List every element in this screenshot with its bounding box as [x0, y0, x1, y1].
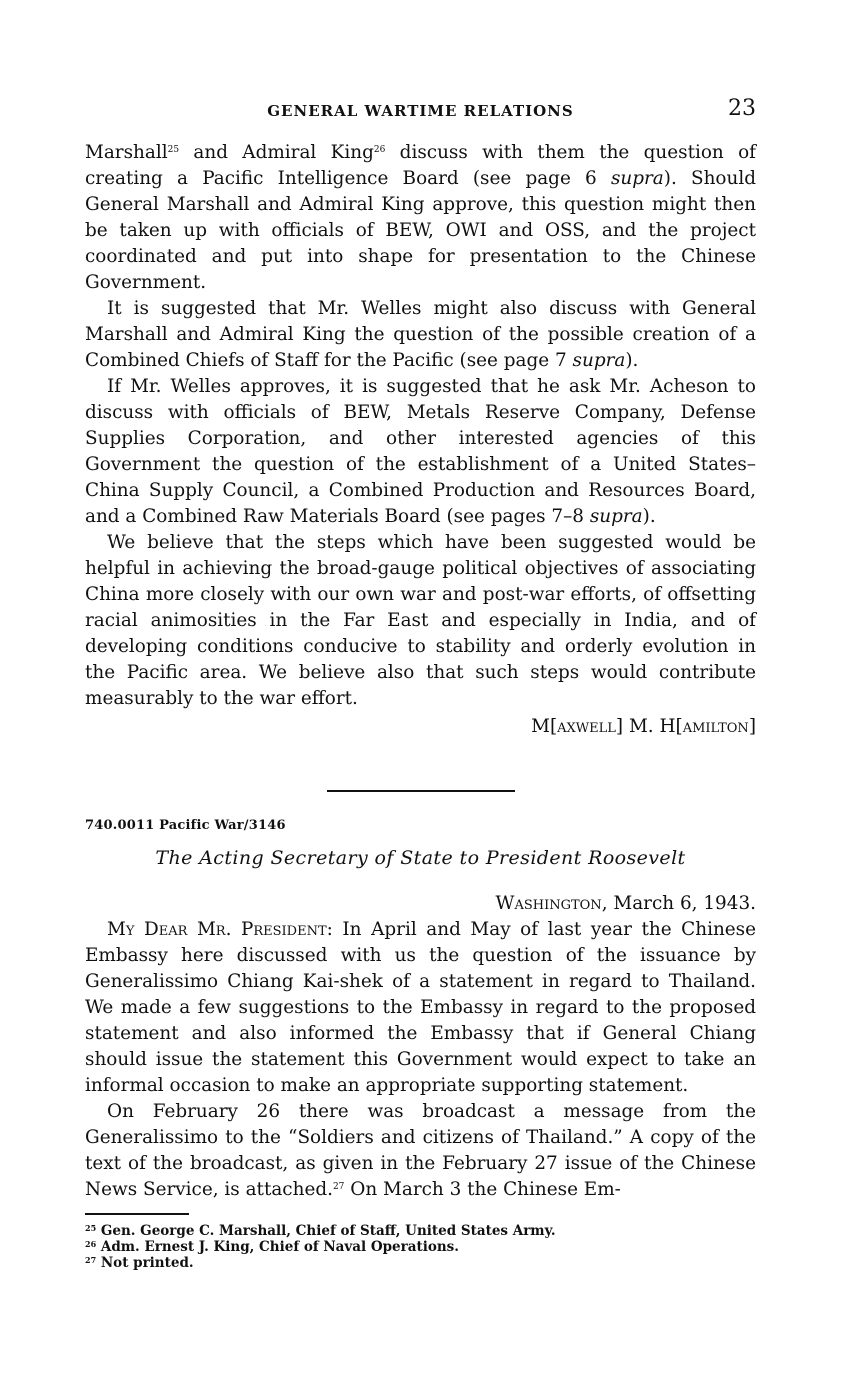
- salutation: My Dear Mr. President: [107, 919, 327, 940]
- footnotes: [85, 1223, 756, 1271]
- signature: M[axwell] M. H[amilton]: [531, 716, 756, 737]
- footnote-divider: [85, 1213, 189, 1215]
- footnote-ref: 27: [332, 1182, 345, 1192]
- footnote-ref: 25: [167, 145, 180, 155]
- footnote: $^{25}$ Gen. George C. Marshall, Chief of Staff, United States Army.: [85, 1223, 556, 1239]
- running-title: GENERAL WARTIME RELATIONS: [267, 102, 574, 120]
- footnote: $^{26}$ Adm. Ernest J. King, Chief of Naval Operations.: [85, 1239, 459, 1255]
- file-number: 740.0011 Pacific War/3146: [85, 818, 286, 833]
- document-title: The Acting Secretary of State to President Roosevelt: [155, 847, 686, 869]
- paragraph-continued: Marshall$^{25}$ and Admiral King$^{26}$ discuss with them the question of creating a Pacific Intelligence Board (see page 6 supra). Should General Marshall and Admiral King approve, this question might then be taken up with officials of BEW, OWI and OSS, and the project coordinated and put into shape for presentation to the Chinese Government.: [85, 142, 756, 293]
- running-head: [85, 96, 756, 126]
- book-page: [85, 96, 756, 1271]
- letter-paragraph: On February 26 there was broadcast a message from the Generalissimo to the “Soldiers and citizens of Thailand.” A copy of the text of the broadcast, as given in the February 27 issue of the Chinese News Service, is attached.$^{27}$ On March 3 the Chinese Em-: [85, 1101, 756, 1200]
- page-number: 23: [728, 96, 756, 121]
- paragraph: It is suggested that Mr. Welles might also discuss with General Marshall and Admiral King the question of the possible creation of a Combined Chiefs of Staff for the Pacific (see page 7 supra).: [85, 298, 756, 371]
- section-divider: [327, 790, 515, 792]
- paragraph: We believe that the steps which have been suggested would be helpful in achieving the broad-gauge political objectives of associating China more closely with our own war and post-war efforts, of offsetting racial animosities in the Far East and especially in India, and of developing conditions conducive to stability and orderly evolution in the Pacific area. We believe also that such steps would contribute measurably to the war effort.: [85, 532, 756, 709]
- footnote-ref: 26: [373, 145, 386, 155]
- footnote: $^{27}$ Not printed.: [85, 1255, 194, 1271]
- letter-paragraph: My Dear Mr. President: In April and May of last year the Chinese Embassy here discussed with us the question of the issuance by Generalissimo Chiang Kai-shek of a statement in regard to Thailand. We made a few suggestions to the Embassy in regard to the proposed statement and also informed the Embassy that if General Chiang should issue the statement this Government would expect to take an informal occasion to make an appropriate supporting statement.: [85, 919, 756, 1096]
- paragraph: If Mr. Welles approves, it is suggested that he ask Mr. Acheson to discuss with officials of BEW, Metals Reserve Company, Defense Supplies Corporation, and other interested agencies of this Government the question of the establishment of a United States–China Supply Council, a Combined Production and Resources Board, and a Combined Raw Materials Board (see pages 7–8 supra).: [85, 376, 756, 527]
- dateline: Washington, March 6, 1943.: [495, 893, 756, 914]
